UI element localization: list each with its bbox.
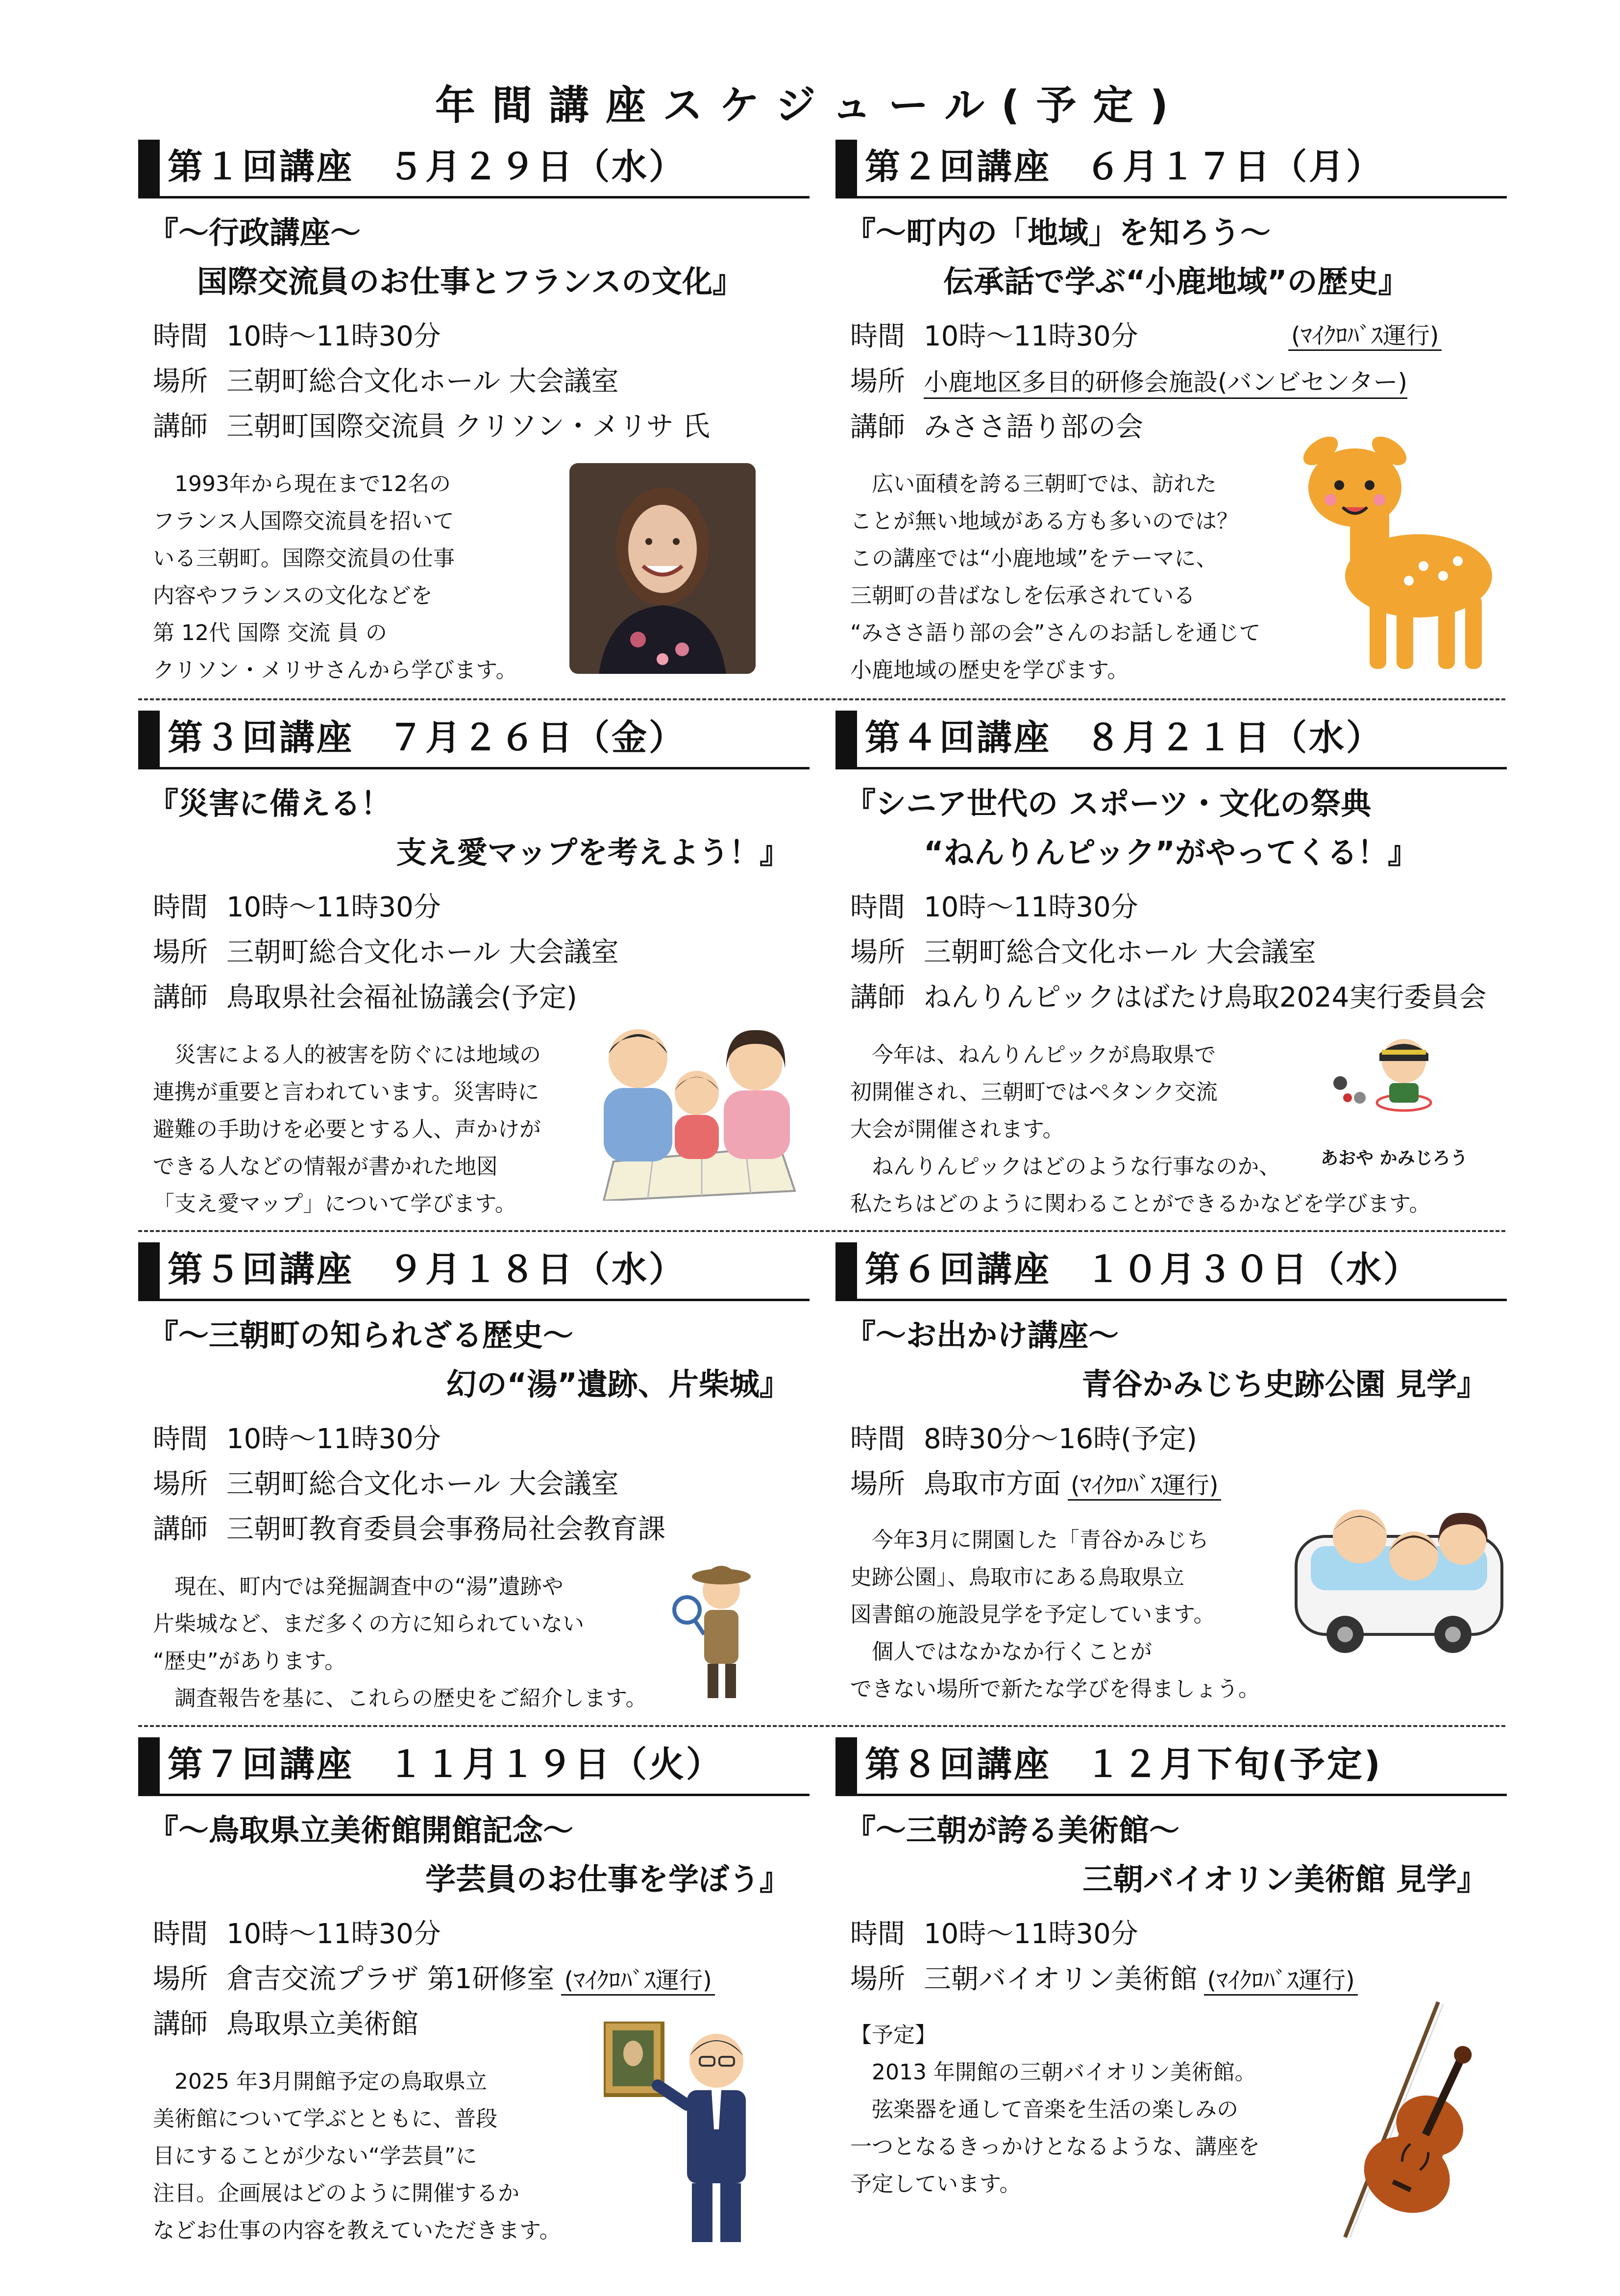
lecture-place: 三朝町総合文化ホール 大会議室 [226,366,619,397]
deer-icon [1296,429,1502,684]
lecture-place: 倉吉交流プラザ 第1研修室 [226,1963,555,1995]
explorer-icon [667,1556,765,1703]
lecture-info: 時間 10時～11時30分 場所 三朝町総合文化ホール 大会議室 講師 三朝町国際交流員 クリソン・メリサ 氏 [153,321,710,443]
lecture-teacher: 鳥取県立美術館 [226,2008,418,2040]
lecture-teacher: ねんりんピックはばたけ鳥取2024実行委員会 [924,982,1487,1013]
lecture-teacher: 三朝町教育委員会事務局社会教育課 [226,1513,665,1545]
lecture-place: 鳥取市方面 [924,1468,1061,1500]
lecture-subtitle: 『～三朝町の知られざる歴史～ 幻の“湯”遺跡、片柴城』 [148,1317,790,1402]
bus-icon [1291,1497,1507,1659]
lecture-teacher: みささ語り部の会 [924,411,1143,443]
lecture-info: 時間 8時30分～16時(予定) 場所 鳥取市方面 (ﾏｲｸﾛﾊﾞｽ運行) [835,1417,1507,1507]
lecture-6 [835,1242,1507,1801]
bus-note: (ﾏｲｸﾛﾊﾞｽ運行) [561,1967,714,1996]
lecture-date: ９月１８日（水） [388,1249,687,1290]
lecture-date: １１月１９日（火） [388,1744,724,1785]
lecture-number: 第４回講座 [865,717,1052,758]
lecture-time: 10時～11時30分 [226,321,441,352]
lecture-time: 10時～11時30分 [924,891,1138,923]
header-bar [835,1737,857,1796]
lecture-time: 10時～11時30分 [924,1918,1138,1950]
header-bar [835,140,857,198]
lecture-5 [138,1242,810,1801]
bus-note: (ﾏｲｸﾛﾊﾞｽ運行) [1204,1967,1357,1996]
lecture-8 [835,1737,1507,2296]
lecture-date: １０月３０日（水） [1085,1249,1421,1290]
lecture-time: 10時～11時30分 [226,1918,441,1950]
lecture-description: 広い面積を誇る三朝町では、訪れた ことが無い地域がある方も多いのでは？ この講座では“小鹿地域”をテーマに、 三朝町の昔ばなしを伝承されている “みささ語り部の会”さんのお話しを通じて 小鹿地域の歴史を学びます。 [850,471,1261,683]
lecture-subtitle: 『～町内の「地域」を知ろう～ 伝承話で学ぶ“小鹿地域”の歴史』 [845,215,1409,299]
lecture-time: 8時30分～16時(予定) [924,1423,1197,1455]
divider [138,1230,1505,1232]
lecture-info: 時間 10時～11時30分 場所 倉吉交流プラザ 第1研修室 (ﾏｲｸﾛﾊﾞｽ運行) 講師 鳥取県立美術館 [138,1912,810,2047]
mascot-name: あおや かみじろう [1321,1148,1468,1168]
lecture-description: 1993年から現在まで12名の フランス人国際交流員を招いて いる三朝町。国際交流員の仕事 内容やフランスの文化などを 第 12代 国際 交流 員 の クリソン・メリサさんから学びます。 [153,471,517,683]
lecture-subtitle: 『～三朝が誇る美術館～ 三朝バイオリン美術館 見学』 [845,1812,1487,1897]
lecture-info: 時間 10時～11時30分 場所 三朝町総合文化ホール 大会議室 講師 ねんりんピックはばたけ鳥取2024実行委員会 [850,891,1487,1013]
violin-icon [1325,1992,1482,2247]
lecture-number: 第２回講座 [865,146,1052,187]
portrait-illustration [569,463,756,674]
instructor-photo [569,463,756,674]
lecture-place: 三朝町総合文化ホール 大会議室 [226,937,619,968]
header-bar [138,1242,160,1301]
lecture-number: 第８回講座 [865,1744,1052,1785]
lecture-1-header [138,140,810,198]
lecture-number: 第５回講座 [168,1249,354,1290]
lecture-number: 第６回講座 [865,1249,1052,1290]
lecture-info: 時間 10時～11時30分 (ﾏｲｸﾛﾊﾞｽ運行) 場所 小鹿地区多目的研修会施設(バンビセンター) 講師 みささ語り部の会 [835,314,1507,450]
page-title: 年間講座スケジュール(予定) [435,82,1185,129]
lecture-5-header [138,1242,810,1301]
lecture-date: ８月２１日（水） [1085,717,1384,758]
bus-note: (ﾏｲｸﾛﾊﾞｽ運行) [1288,322,1442,351]
lecture-description: 2025 年3月開館予定の鳥取県立 美術館について学ぶとともに、普段 目にすることが少ない“学芸員”に 注目。企画展はどのように開催するか などお仕事の内容を教えていただきます。 [153,2069,561,2243]
lecture-info: 時間 10時～11時30分 場所 三朝町総合文化ホール 大会議室 講師 鳥取県社会福祉協議会(予定) [153,891,619,1013]
lecture-subtitle: 『～鳥取県立美術館開館記念～ 学芸員のお仕事を学ぼう』 [148,1812,790,1897]
lecture-teacher: 三朝町国際交流員 クリソン・メリサ 氏 [226,411,710,443]
lecture-subtitle: 『シニア世代の スポーツ・文化の祭典 “ねんりんピック”がやってくる！』 [845,786,1419,870]
family-map-icon [594,1019,800,1201]
header-bar [138,1737,160,1796]
lecture-3-header [138,711,810,769]
mascot-icon [1321,1034,1468,1147]
lecture-date: ７月２６日（金） [388,717,687,758]
lecture-tag: 【予定】 [850,2023,936,2048]
lecture-6-header [835,1242,1507,1301]
header-bar [835,1242,857,1301]
lecture-description: 今年3月に開園した「青谷かみじち 史跡公園」、鳥取市にある鳥取県立 図書館の施設見学を予定しています。 個人ではなかなか行くことが できない場所で新たな学びを得ましょう。 [850,1528,1260,1702]
lecture-4 [835,711,1507,1269]
lecture-description: 災害による人的被害を防ぐには地域の 連携が重要と言われています。災害時に 避難の手助けを必要とする人、声かけが できる人などの情報が書かれた地図 「支え愛マップ」について学びます。 [153,1042,541,1216]
lecture-2-header [835,140,1507,198]
lecture-teacher: 鳥取県社会福祉協議会(予定) [226,982,577,1013]
lecture-place: 三朝町総合文化ホール 大会議室 [226,1468,619,1500]
lecture-date: ５月２９日（水） [388,146,687,187]
lecture-description: 【予定】 2013 年開館の三朝バイオリン美術館。 弦楽器を通して音楽を生活の楽しみの 一つとなるきっかけとなるような、講座を 予定しています。 [850,2017,1260,2203]
lecture-number: 第３回講座 [168,717,354,758]
lecture-1 [138,140,810,698]
lecture-8-header [835,1737,1507,1796]
lecture-4-header [835,711,1507,769]
bus-note: (ﾏｲｸﾛﾊﾞｽ運行) [1068,1472,1221,1501]
divider [138,1725,1505,1727]
lecture-info: 時間 10時～11時30分 場所 三朝町総合文化ホール 大会議室 講師 三朝町教育委員会事務局社会教育課 [153,1423,665,1545]
lecture-time: 10時～11時30分 [226,891,441,923]
lecture-description: 今年は、ねんりんピックが鳥取県で 初開催され、三朝町ではペタンク交流 大会が開催されます。 ねんりんピックはどのような行事なのか、 私たちはどのように関わることができるかなどを学びます。 [850,1042,1431,1216]
header-bar [835,711,857,769]
curator-icon [604,2022,770,2247]
lecture-2 [835,140,1507,698]
divider [138,698,1505,700]
lecture-number: 第１回講座 [168,146,354,187]
lecture-7-header [138,1737,810,1796]
lecture-7 [138,1737,810,2296]
lecture-date: ６月１７日（月） [1085,146,1384,187]
header-bar [138,711,160,769]
lecture-3 [138,711,810,1269]
lecture-number: 第７回講座 [168,1744,354,1785]
lecture-description: 現在、町内では発掘調査中の“湯”遺跡や 片柴城など、まだ多くの方に知られていない “歴史”があります。 調査報告を基に、これらの歴史をご紹介します。 [153,1574,647,1711]
lecture-time: 10時～11時30分 [924,321,1138,352]
lecture-place: 三朝バイオリン美術館 [924,1963,1198,1995]
lecture-subtitle: 『～お出かけ講座～ 青谷かみじち史跡公園 見学』 [845,1317,1487,1402]
lecture-info: 時間 10時～11時30分 場所 三朝バイオリン美術館 (ﾏｲｸﾛﾊﾞｽ運行) [835,1912,1507,2002]
header-bar [138,140,160,198]
lecture-time: 10時～11時30分 [226,1423,441,1455]
lecture-place: 小鹿地区多目的研修会施設(バンビセンター) [924,368,1407,399]
lecture-date: １２月下旬(予定) [1085,1744,1382,1785]
lecture-subtitle: 『～行政講座～ 国際交流員のお仕事とフランスの文化』 [148,215,743,299]
lecture-subtitle: 『災害に備える！ 支え愛マップを考えよう！』 [148,786,790,870]
lecture-place: 三朝町総合文化ホール 大会議室 [924,937,1316,968]
